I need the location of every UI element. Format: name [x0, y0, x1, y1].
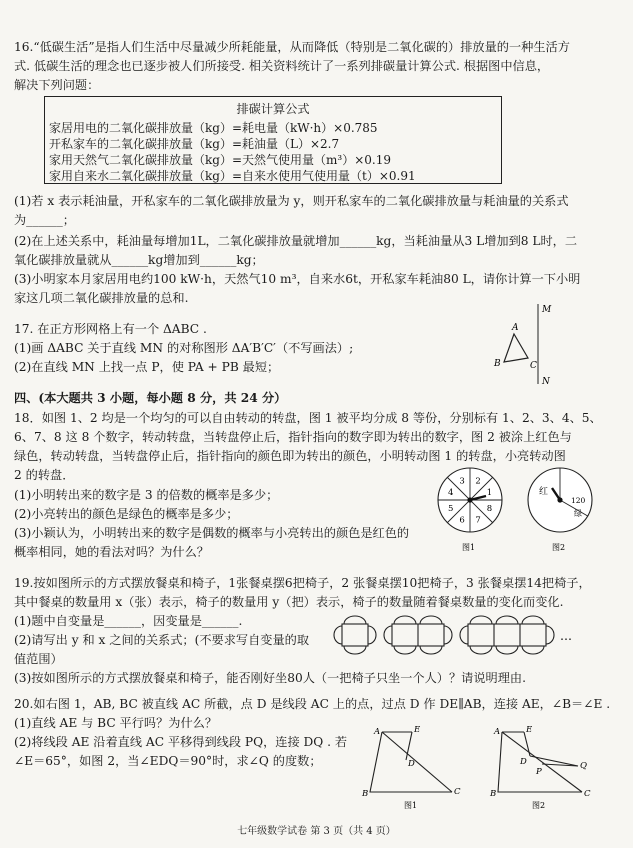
label-q: Q [580, 761, 587, 771]
q19-line: (3)按如图所示的方式摆放餐桌和椅子，能否刚好坐80人（一把椅子只坐一个人）？请说明理由. [14, 671, 526, 685]
label-d: D [408, 759, 415, 769]
spinner-number: 4 [447, 487, 454, 498]
triangle-abc [504, 334, 528, 362]
label-m: M [542, 305, 552, 315]
spinner-number: 5 [447, 504, 454, 515]
formula-line: 开私家车的二氧化碳排放量（kg）=耗油量（L）×2.7 [49, 137, 340, 151]
spinner-number: 7 [475, 515, 481, 526]
q17-figure [490, 296, 560, 386]
q16-part3-line2: 家这几项二氧化碳排放量的总和. [14, 291, 189, 305]
fig2-caption: 图2 [552, 543, 566, 552]
spinner-number: 3 [459, 476, 465, 487]
fig2-caption: 图2 [532, 801, 546, 810]
q16-part3-line1: (3)小明家本月家居用电约100 kW·h，天然气10 m³，自来水6t，开私家车耗油80 L，请你计算一下小明 [14, 272, 581, 286]
angle-label: 120 [571, 496, 586, 505]
q18-line: 2 的转盘． [14, 468, 75, 482]
q20-figure-2 [486, 722, 618, 814]
label-a: A [494, 727, 501, 737]
q19-line: (2)请写出 y 和 x 之间的关系式；(不要求写自变量的取 [14, 633, 310, 647]
label-c: C [454, 787, 461, 797]
fig1-caption: 图1 [404, 801, 418, 810]
q18-line: 概率相同，她的看法对吗？为什么？ [14, 545, 209, 559]
q20-line: ∠E＝65°，如图 2，当∠EDQ＝90°时，求∠Q 的度数； [14, 754, 322, 768]
q19-tables-figure [328, 610, 618, 660]
q17-line3: (2)在直线 MN 上找一点 P，使 PA + PB 最短； [14, 360, 280, 374]
q16-part2-line1: (2)在上述关系中，耗油量每增加1L，二氧化碳排放量就增加______kg，当耗油量从3 L增加到8 L时，二 [14, 234, 578, 248]
ellipsis: … [560, 629, 572, 643]
fig1-caption: 图1 [462, 543, 476, 552]
page-footer: 七年级数学试卷 第 3 页（共 4 页） [237, 826, 396, 837]
q18-line: (3)小颖认为，小明转出来的数字是偶数的概率与小亮转出的颜色是红色的 [14, 526, 410, 540]
label-a: A [374, 727, 381, 737]
formula-box-title: 排碳计算公式 [236, 102, 310, 116]
q19-line: 19.按如图所示的方式摆放餐桌和椅子，1张餐桌摆6把椅子，2 张餐桌摆10把椅子，3 张餐桌摆14把椅子， [14, 576, 591, 590]
label-d: D [520, 757, 527, 767]
q18-line: 绿色，转动转盘，当转盘停止后，指针指向的颜色即为转出的颜色，小明转动图 1 的转盘，小亮转动图 [14, 449, 566, 463]
table-group-2 [384, 616, 452, 654]
label-c: C [584, 789, 591, 799]
q19-line: 值范围） [14, 652, 63, 666]
q18-line: (1)小明转出来的数字是 3 的倍数的概率是多少； [14, 488, 279, 502]
label-c: C [530, 361, 537, 371]
label-n: N [542, 377, 550, 386]
spinner-number: 6 [459, 515, 465, 526]
label-e: E [414, 725, 421, 735]
q19-line: 其中餐桌的数量用 x（张）表示，椅子的数量用 y（把）表示，椅子的数量随着餐桌数量的变化而变化. [14, 595, 564, 609]
q16-part1-line1: (1)若 x 表示耗油量，开私家车的二氧化碳排放量为 y，则开私家车的二氧化碳排放量与耗油量的关系式 [14, 194, 569, 208]
formula-line: 家用自来水二氧化碳排放量（kg）=自来水使用气使用量（t）×0.91 [49, 169, 416, 183]
label-b: B [362, 789, 369, 799]
label-p: P [536, 767, 542, 777]
q16-line3: 解决下列问题： [14, 78, 100, 92]
section-heading: 四、(本大题共 3 小题，每小题 8 分，共 24 分） [14, 391, 287, 405]
q16-line1: 16.“低碳生活”是指人们生活中尽量减少所耗能量，从而降低（特别是二氧化碳的）排放量的一种生活方 [14, 40, 570, 54]
q18-spinners [428, 464, 618, 554]
spinner-number: 8 [486, 504, 493, 515]
table-group-1 [334, 616, 376, 654]
spinner-1 [438, 468, 502, 552]
red-label: 红 [539, 487, 549, 497]
q20-line: (1)直线 AE 与 BC 平行吗？为什么？ [14, 716, 218, 730]
table-group-3 [460, 616, 554, 654]
q20-figure-1 [356, 722, 476, 814]
q18-line: 6、7、8 这 8 个数字，转动转盘，当转盘停止后，指针指向的数字即为转出的数字，图 2 被涂上红色与 [14, 430, 572, 444]
q18-line: 18．如图 1、2 均是一个均匀的可以自由转动的转盘，图 1 被平均分成 8 等份，分别标有 1、2、3、4、5、 [14, 411, 602, 425]
q17-line1: 17. 在正方形网格上有一个 ΔABC . [14, 322, 207, 336]
label-b: B [490, 789, 497, 799]
formula-box [44, 96, 502, 184]
q20-line: (2)将线段 AE 沿着直线 AC 平移得到线段 PQ，连接 DQ . 若 [14, 735, 348, 749]
q16-line2: 式. 低碳生活的理念也已逐步被人们所接受. 相关资料统计了一系列排碳量计算公式. 根据图中信息， [14, 59, 550, 73]
q20-line: 20.如右图 1，AB, BC 被直线 AC 所截，点 D 是线段 AC 上的点，过点 D 作 DE∥AB，连接 AE，∠B＝∠E . [14, 697, 611, 711]
spinner-2 [528, 468, 592, 552]
spinner-number: 2 [475, 476, 481, 487]
q16-part1-line2: 为______； [14, 213, 75, 227]
spinner-number: 1 [486, 487, 493, 498]
label-e: E [526, 725, 533, 735]
green-label: 绿 [574, 509, 582, 518]
q16-part2-line2: 氧化碳排放量就从______kg增加到______kg； [14, 253, 264, 267]
label-b: B [494, 359, 501, 369]
q19-line: (1)题中自变量是______，因变量是______. [14, 614, 243, 628]
label-a: A [512, 323, 519, 333]
q17-line2: (1)画 ΔABC 关于直线 MN 的对称图形 ΔA′B′C′（不写画法）; [14, 341, 354, 355]
formula-line: 家居用电的二氧化碳排放量（kg）=耗电量（kW·h）×0.785 [49, 121, 378, 135]
formula-line: 家用天然气二氧化碳排放量（kg）=天然气使用量（m³）×0.19 [49, 153, 391, 167]
q18-line: (2)小亮转出的颜色是绿色的概率是多少； [14, 507, 239, 521]
